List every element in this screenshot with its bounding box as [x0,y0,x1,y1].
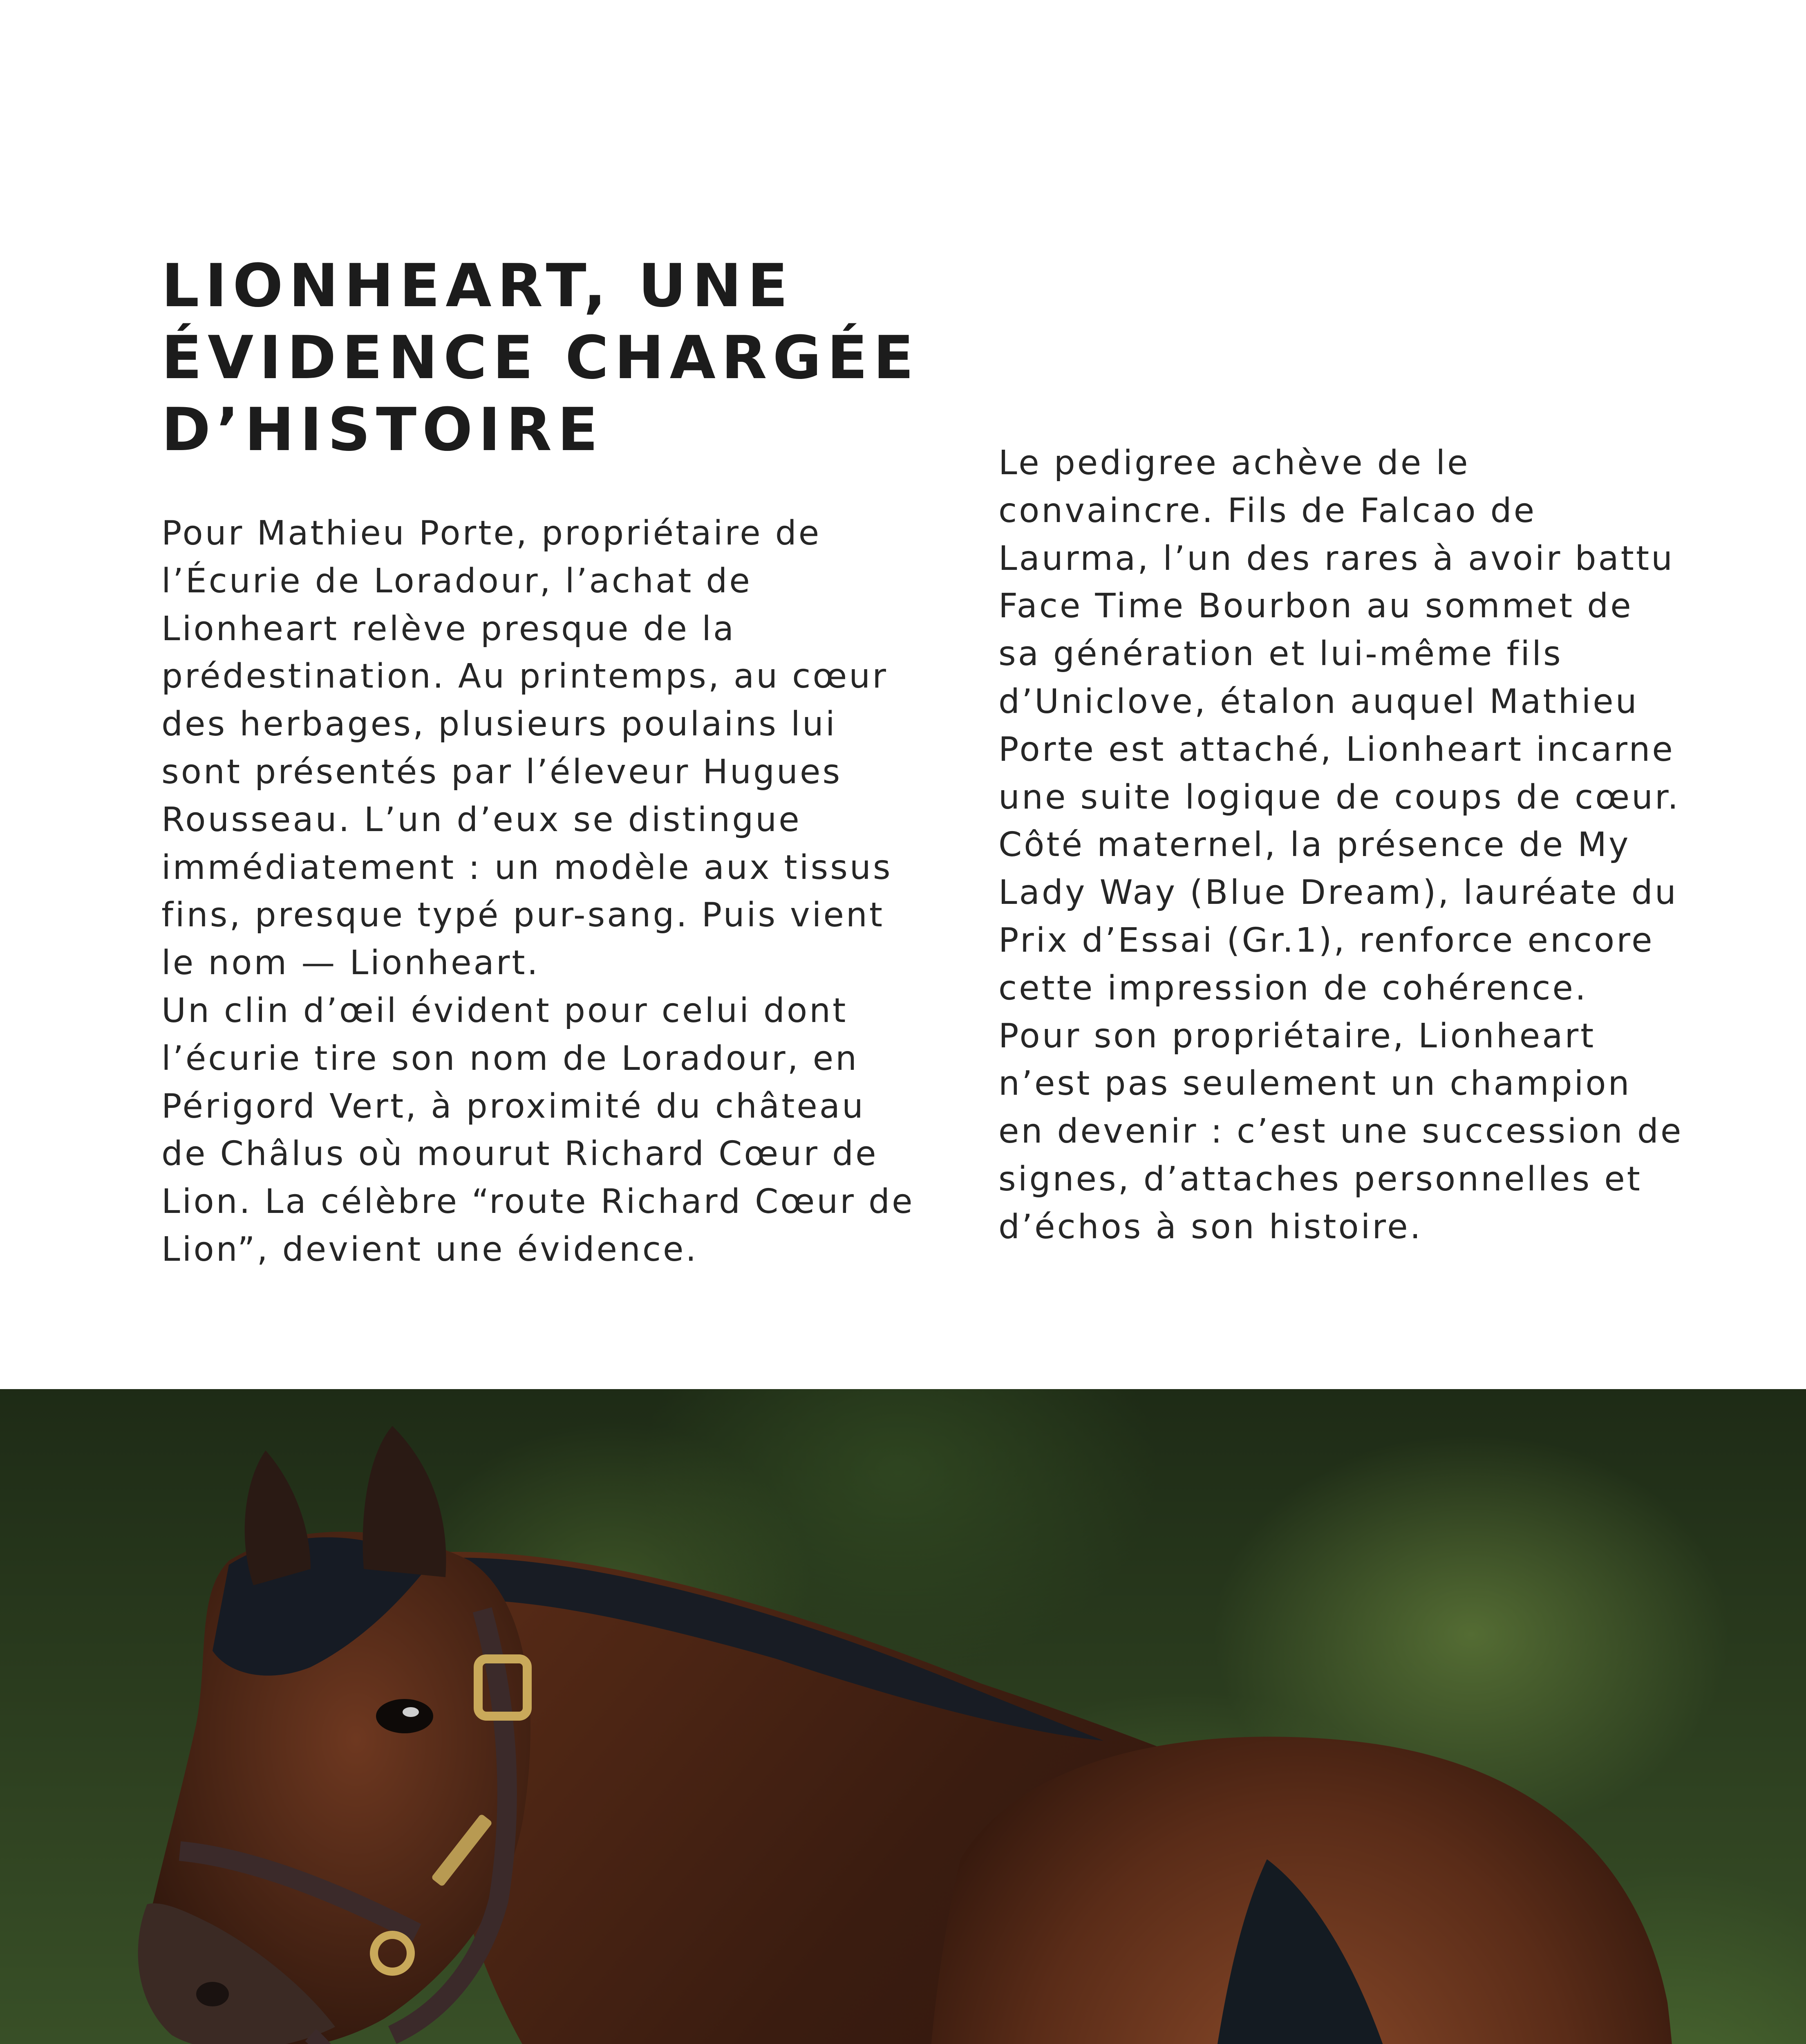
horse-ear-left [245,1450,311,1585]
title-line: ÉVIDENCE CHARGÉE [161,323,920,392]
text-line: Pour son propriétaire, Lionheart [998,1016,1596,1056]
text-line: Un clin d’œil évident pour celui dont [161,991,848,1030]
title-line: LIONHEART, UNE [161,251,794,320]
horse-illustration [0,1389,1806,2044]
text-line: convaincre. Fils de Falcao de [998,491,1537,530]
text-line: d’Uniclove, étalon auquel Mathieu [998,682,1639,721]
text-line: Lion”, devient une évidence. [161,1230,698,1269]
text-line: prédestination. Au printemps, au cœur [161,657,888,696]
text-line: Le pedigree achève de le [998,444,1470,482]
text-line: des herbages, plusieurs poulains lui [161,705,837,744]
text-line: Lady Way (Blue Dream), lauréate du [998,873,1678,912]
text-line: Porte est attaché, Lionheart incarne [998,730,1675,769]
text-line: sont présentés par l’éleveur Hugues [161,752,842,791]
text-line: cette impression de cohérence. [998,968,1588,1008]
text-line: n’est pas seulement un champion [998,1064,1631,1103]
article-title [161,250,938,466]
text-line: d’échos à son histoire. [998,1207,1423,1246]
text-line: Lionheart relève presque de la [161,609,736,648]
text-line: de Châlus où mourut Richard Cœur de [161,1134,878,1174]
text-line: Périgord Vert, à proximité du château [161,1087,866,1126]
text-line: Prix d’Essai (Gr.1), renforce encore [998,921,1654,960]
text-line: Laurma, l’un des rares à avoir battu [998,539,1675,578]
text-line: en devenir : c’est une succession de [998,1112,1683,1151]
text-line: une suite logique de coups de cœur. [998,778,1681,817]
text-line: sa génération et lui-même fils [998,634,1563,674]
text-line: immédiatement : un modèle aux tissus [161,848,893,887]
text-line: Lion. La célèbre “route Richard Cœur de [161,1182,915,1221]
text-line: Côté maternel, la présence de My [998,825,1631,865]
text-line: Face Time Bourbon au sommet de [998,587,1633,626]
text-line: signes, d’attaches personnelles et [998,1159,1642,1199]
right-text-column [998,439,1775,1251]
text-line: fins, presque typé pur-sang. Puis vient [161,896,885,935]
left-text-column [161,510,918,1274]
text-line: l’Écurie de Loradour, l’achat de [161,561,752,601]
text-line: Rousseau. L’un d’eux se distingue [161,800,801,839]
text-line: Pour Mathieu Porte, propriétaire de [161,514,821,553]
text-line: le nom — Lionheart. [161,944,540,983]
horse-ear-right [363,1426,446,1577]
horse-nostril [196,1982,229,2006]
horse-eye [376,1699,433,1733]
title-line: D’HISTOIRE [161,395,604,464]
horse-photo [0,1389,1806,2044]
text-line: l’écurie tire son nom de Loradour, en [161,1039,859,1078]
